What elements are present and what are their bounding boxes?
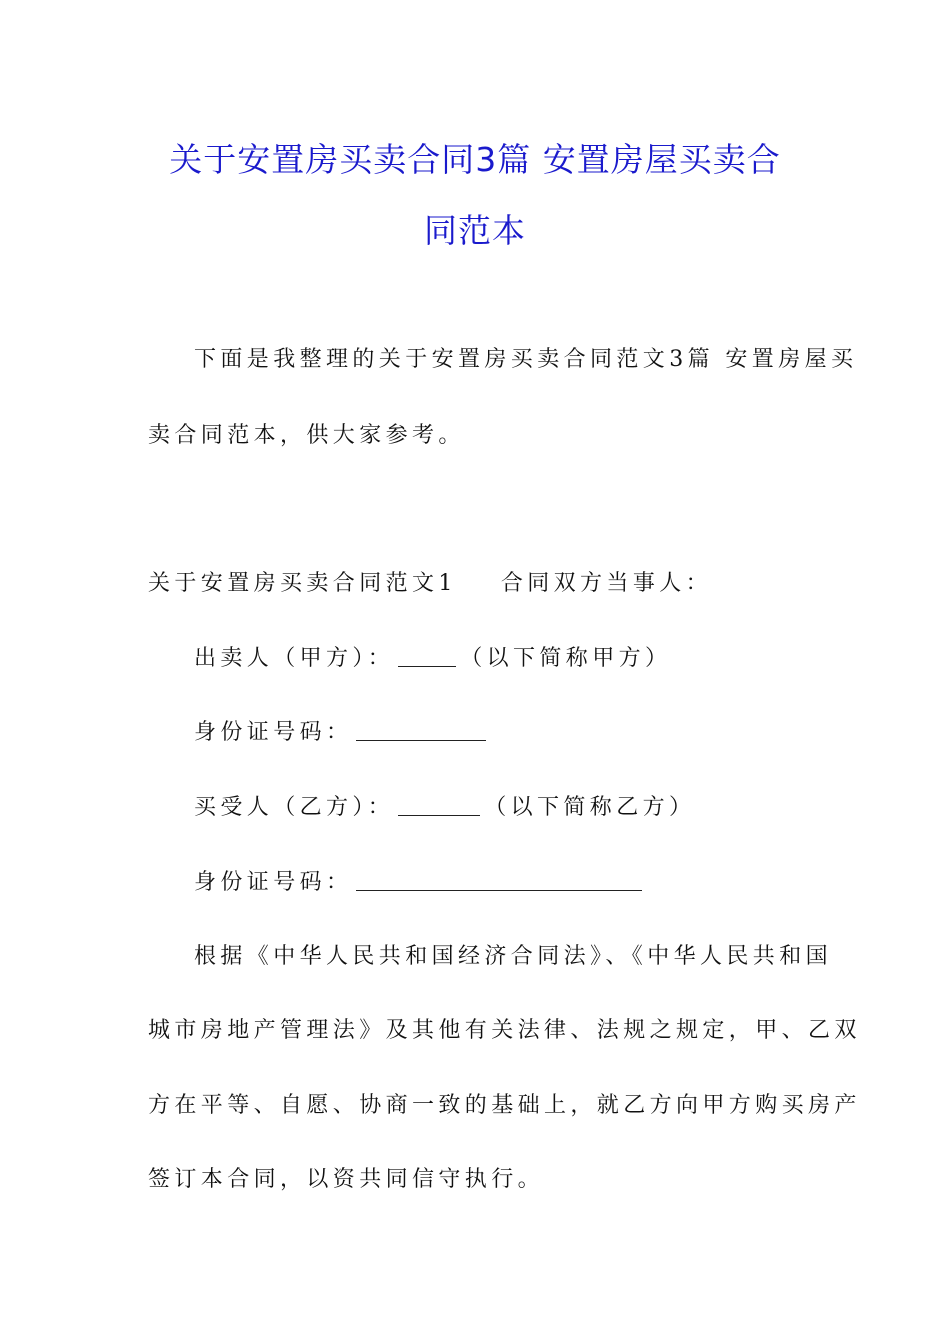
seller-id-blank[interactable] [356, 718, 486, 741]
buyer-suffix: （以下简称乙方） [484, 795, 696, 820]
seller-id-row [194, 718, 490, 748]
buyer-name-blank[interactable] [398, 793, 480, 816]
seller-suffix: （以下简称甲方） [460, 646, 672, 671]
intro-paragraph-line-1: 下面是我整理的关于安置房买卖合同范文3篇 安置房屋买 [194, 347, 858, 372]
buyer-id-blank[interactable] [356, 868, 642, 891]
document-title-line-2: 同范本 [424, 211, 526, 250]
basis-paragraph-line-2: 城市房地产管理法》及其他有关法律、法规之规定，甲、乙双 [148, 1018, 861, 1043]
basis-paragraph-line-3: 方在平等、自愿、协商一致的基础上，就乙方向甲方购买房产 [148, 1093, 861, 1118]
basis-paragraph-line-1: 根据《中华人民共和国经济合同法》、《中华人民共和国 [194, 944, 833, 969]
buyer-row [194, 793, 695, 823]
intro-paragraph-line-2: 卖合同范本，供大家参考。 [148, 423, 465, 448]
seller-label: 出卖人（甲方）： [194, 646, 395, 671]
buyer-id-row [194, 868, 646, 898]
seller-row [194, 644, 671, 674]
parties-heading: 合同双方当事人： [500, 571, 713, 596]
seller-name-blank[interactable] [398, 644, 456, 667]
basis-paragraph-line-4: 签订本合同，以资共同信守执行。 [148, 1167, 545, 1192]
buyer-id-label: 身份证号码： [194, 870, 353, 895]
seller-id-label: 身份证号码： [194, 720, 353, 745]
section-heading: 关于安置房买卖合同范文1 [148, 571, 457, 596]
buyer-label: 买受人（乙方）： [194, 795, 395, 820]
document-title-line-1: 关于安置房买卖合同3篇 安置房屋买卖合 [169, 140, 781, 179]
section-heading-row [148, 569, 712, 599]
